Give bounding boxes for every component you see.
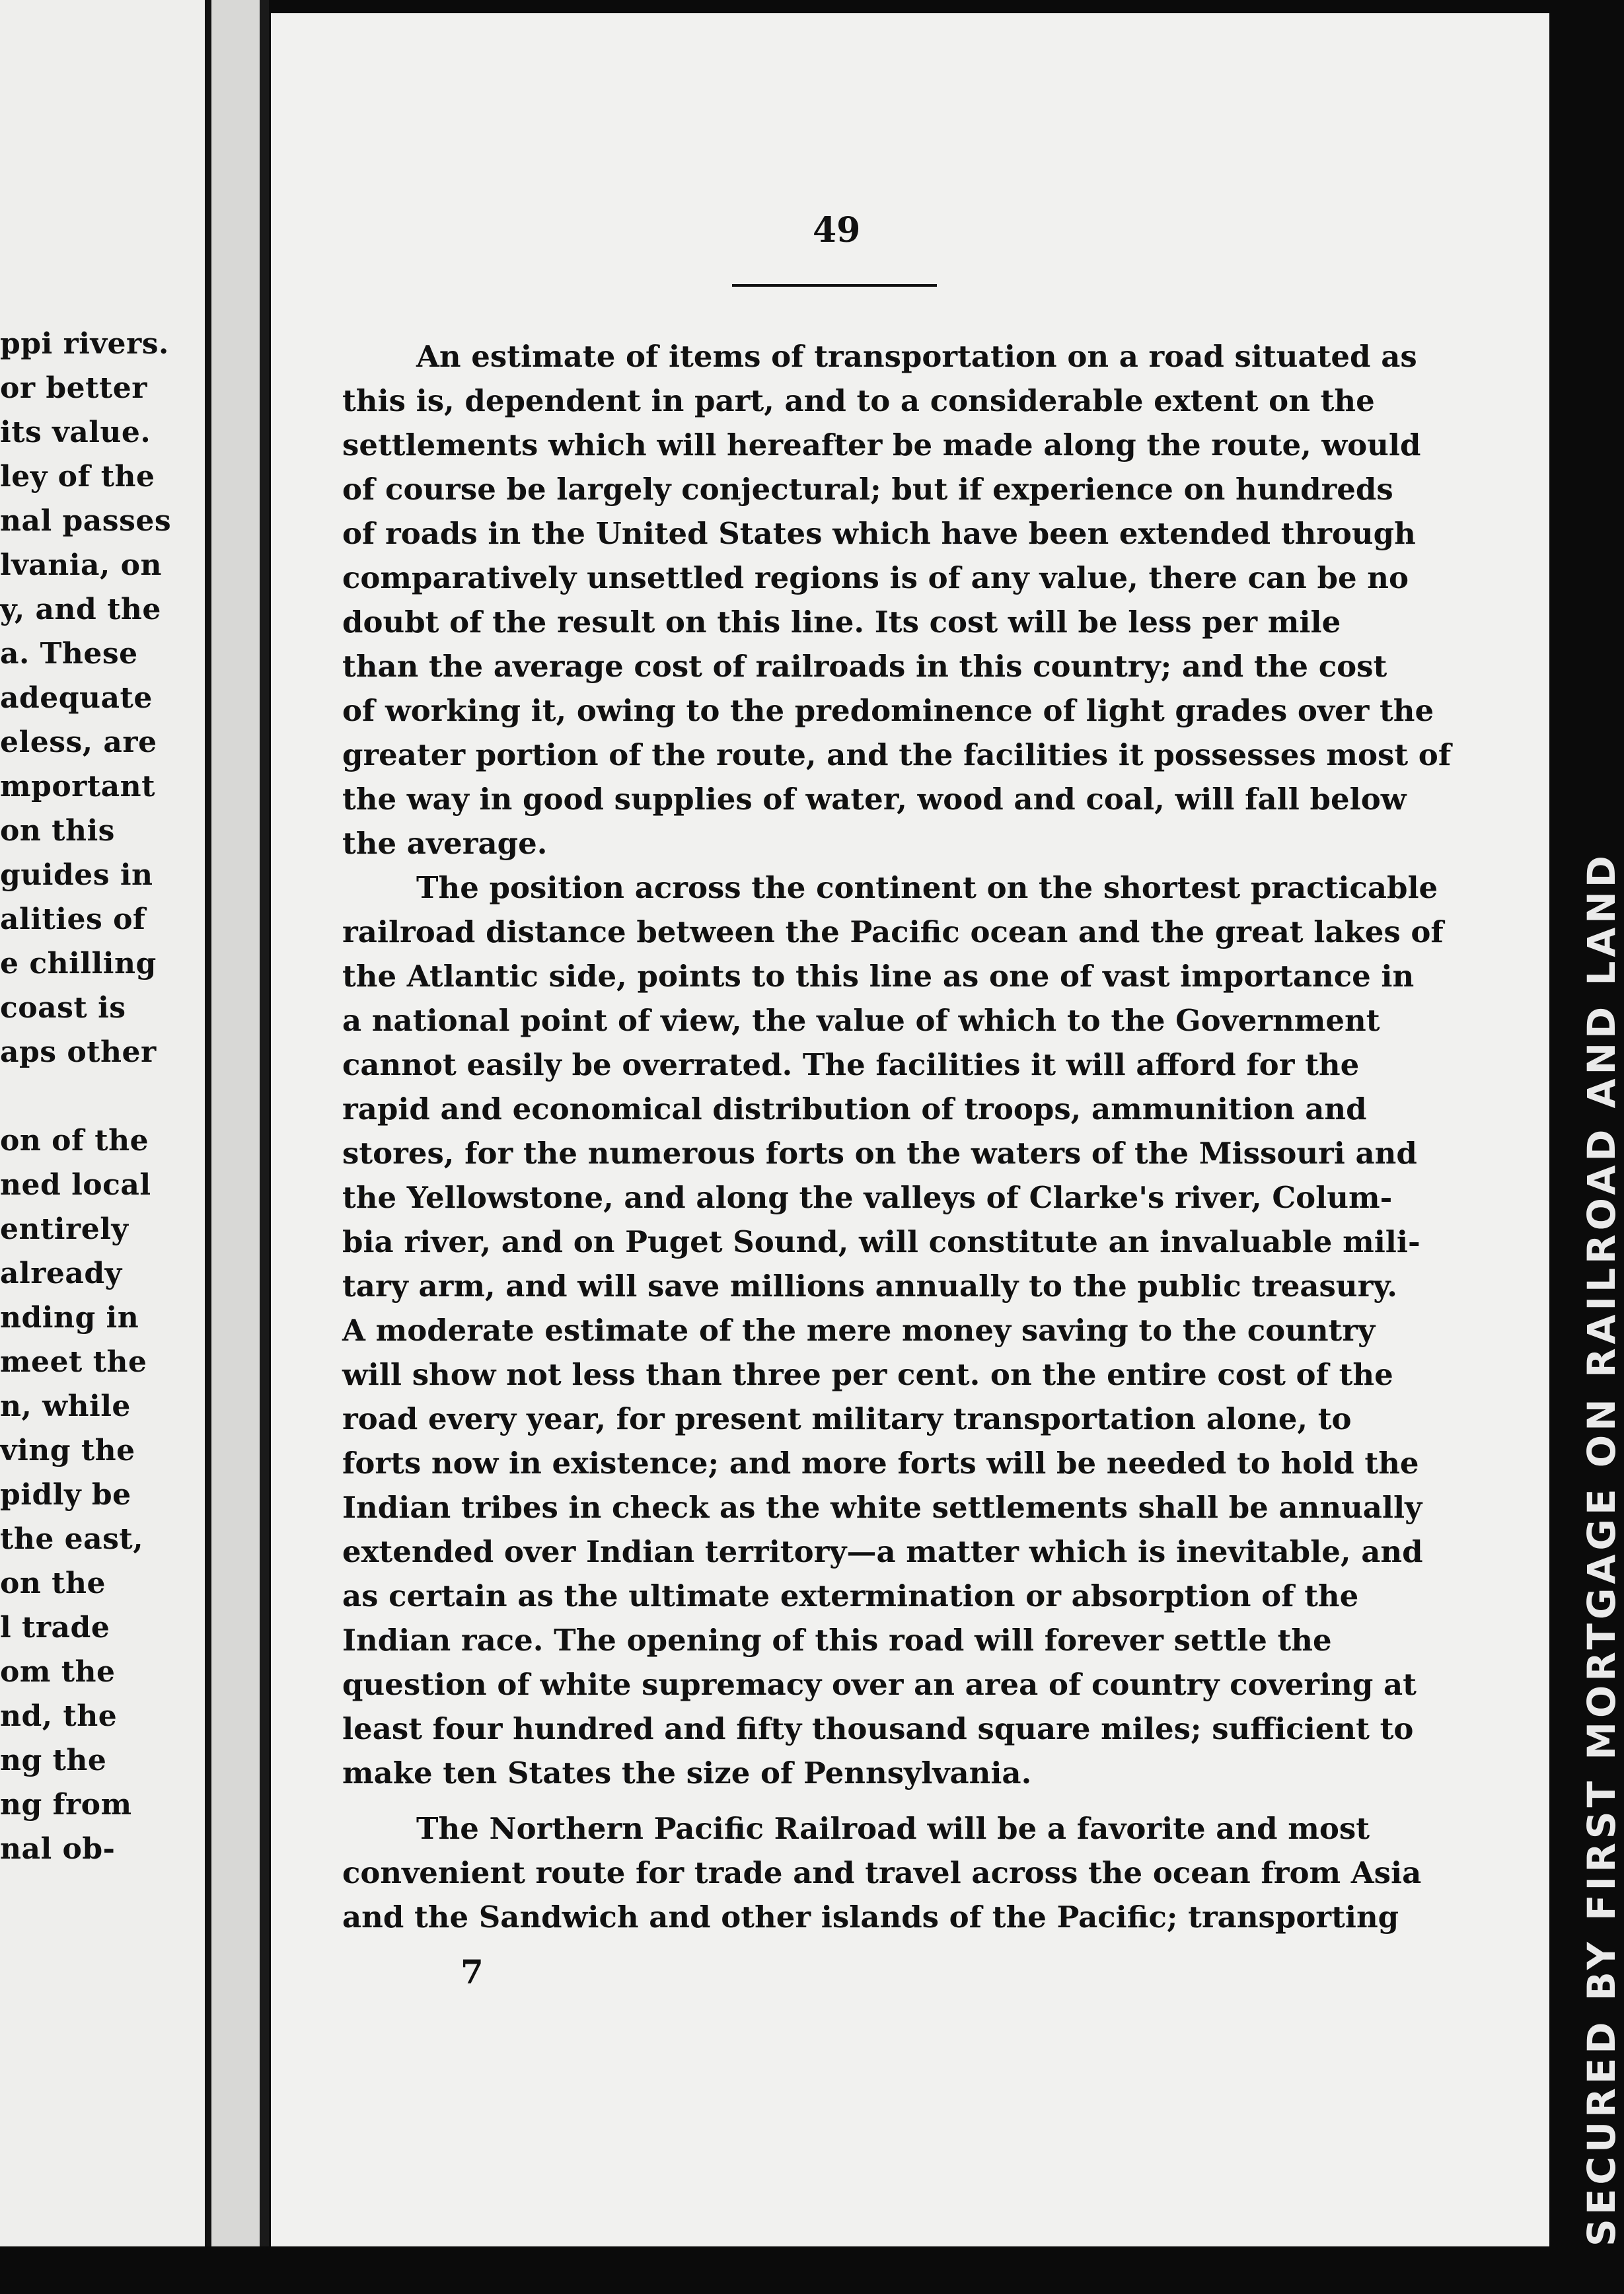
- body-line: will show not less than three per cent. on the entire cost of the: [342, 1357, 1393, 1392]
- left-page-line: a. These: [0, 637, 138, 671]
- body-line: Indian race. The opening of this road will forever settle the: [342, 1623, 1332, 1658]
- left-page-line: on this: [0, 814, 115, 848]
- body-line: stores, for the numerous forts on the waters of the Missouri and: [342, 1136, 1417, 1171]
- body-line: road every year, for present military transportation alone, to: [342, 1401, 1352, 1436]
- left-page-line: eless, are: [0, 725, 157, 759]
- body-line: An estimate of items of transportation on a road situated as: [416, 339, 1417, 374]
- margin-stamp: SECURED BY FIRST MORTGAGE ON RAILROAD AND LAND: [1579, 852, 1624, 2246]
- left-page-line: pidly be: [0, 1478, 131, 1512]
- body-line: this is, dependent in part, and to a considerable extent on the: [342, 383, 1375, 418]
- body-line: extended over Indian territory—a matter which is inevitable, and: [342, 1534, 1423, 1569]
- body-line: of course be largely conjectural; but if experience on hundreds: [342, 472, 1393, 507]
- left-page-line: coast is: [0, 991, 126, 1025]
- left-page-line: e chilling: [0, 947, 157, 980]
- body-line: convenient route for trade and travel across the ocean from Asia: [342, 1855, 1422, 1890]
- body-line: tary arm, and will save millions annually to the public treasury.: [342, 1269, 1397, 1304]
- left-page-line: the east,: [0, 1522, 144, 1556]
- body-line: A moderate estimate of the mere money saving to the country: [342, 1313, 1376, 1348]
- body-line: comparatively unsettled regions is of any value, there can be no: [342, 560, 1409, 595]
- signature-mark: 7: [461, 1952, 484, 1991]
- body-line: settlements which will hereafter be made along the route, would: [342, 427, 1421, 462]
- body-line: the Atlantic side, points to this line as one of vast importance in: [342, 959, 1415, 994]
- body-line: the average.: [342, 826, 548, 861]
- body-line: and the Sandwich and other islands of the Pacific; transporting: [342, 1900, 1399, 1935]
- body-line: rapid and economical distribution of troops, ammunition and: [342, 1092, 1367, 1127]
- left-page-line: nal passes: [0, 504, 172, 538]
- scan-border: [0, 2246, 1586, 2294]
- body-line: The position across the continent on the shortest practicable: [416, 870, 1438, 905]
- left-page-line: meet the: [0, 1345, 147, 1379]
- body-line: of roads in the United States which have been extended through: [342, 516, 1416, 551]
- book-gutter: [211, 0, 264, 2294]
- left-page-line: alities of: [0, 903, 146, 936]
- body-line: the Yellowstone, and along the valleys of Clarke's river, Colum-: [342, 1180, 1393, 1215]
- left-page-line: on the: [0, 1567, 106, 1600]
- left-page-line: n, while: [0, 1389, 131, 1423]
- left-page-line: y, and the: [0, 593, 161, 626]
- left-page-line: aps other: [0, 1035, 157, 1069]
- left-page-line: om the: [0, 1655, 116, 1689]
- left-page-line: ng from: [0, 1788, 132, 1822]
- body-line: of working it, owing to the predominence of light grades over the: [342, 693, 1434, 728]
- left-page-line: ving the: [0, 1434, 135, 1467]
- body-line: greater portion of the route, and the facilities it possesses most of: [342, 737, 1452, 772]
- left-page-line: nd, the: [0, 1699, 118, 1733]
- header-rule: [732, 284, 937, 287]
- spine-divider: [260, 0, 269, 2294]
- left-page-line: on of the: [0, 1124, 149, 1158]
- left-page-line: l trade: [0, 1611, 110, 1645]
- left-page-line: already: [0, 1257, 122, 1290]
- body-line: the way in good supplies of water, wood and coal, will fall below: [342, 782, 1407, 817]
- left-page-line: ppi rivers.: [0, 327, 169, 361]
- body-line: as certain as the ultimate extermination or absorption of the: [342, 1578, 1359, 1613]
- body-line: railroad distance between the Pacific ocean and the great lakes of: [342, 914, 1444, 949]
- left-page-line: entirely: [0, 1212, 129, 1246]
- body-line: The Northern Pacific Railroad will be a favorite and most: [416, 1811, 1370, 1846]
- left-page-line: ng the: [0, 1744, 107, 1777]
- body-line: bia river, and on Puget Sound, will constitute an invaluable mili-: [342, 1224, 1421, 1259]
- left-page: [0, 0, 211, 2246]
- left-page-line: ned local: [0, 1168, 151, 1202]
- body-line: make ten States the size of Pennsylvania.: [342, 1756, 1032, 1791]
- body-line: question of white supremacy over an area of country covering at: [342, 1667, 1417, 1702]
- body-line: than the average cost of railroads in this country; and the cost: [342, 649, 1387, 684]
- left-page-line: nal ob-: [0, 1832, 116, 1866]
- body-line: least four hundred and fifty thousand square miles; sufficient to: [342, 1711, 1414, 1746]
- page-number: 49: [813, 210, 861, 250]
- left-page-line: mportant: [0, 770, 155, 803]
- left-page-line: or better: [0, 371, 147, 405]
- body-line: cannot easily be overrated. The facilities it will afford for the: [342, 1047, 1360, 1082]
- left-page-line: its value.: [0, 416, 151, 449]
- body-line: doubt of the result on this line. Its cost will be less per mile: [342, 605, 1341, 640]
- body-line: a national point of view, the value of which to the Government: [342, 1003, 1380, 1038]
- left-page-line: ley of the: [0, 460, 155, 494]
- left-page-line: adequate: [0, 681, 153, 715]
- left-page-line: nding in: [0, 1301, 139, 1335]
- left-page-line: lvania, on: [0, 548, 162, 582]
- left-page-line: guides in: [0, 858, 153, 892]
- body-line: forts now in existence; and more forts will be needed to hold the: [342, 1446, 1419, 1481]
- body-line: Indian tribes in check as the white settlements shall be annually: [342, 1490, 1422, 1525]
